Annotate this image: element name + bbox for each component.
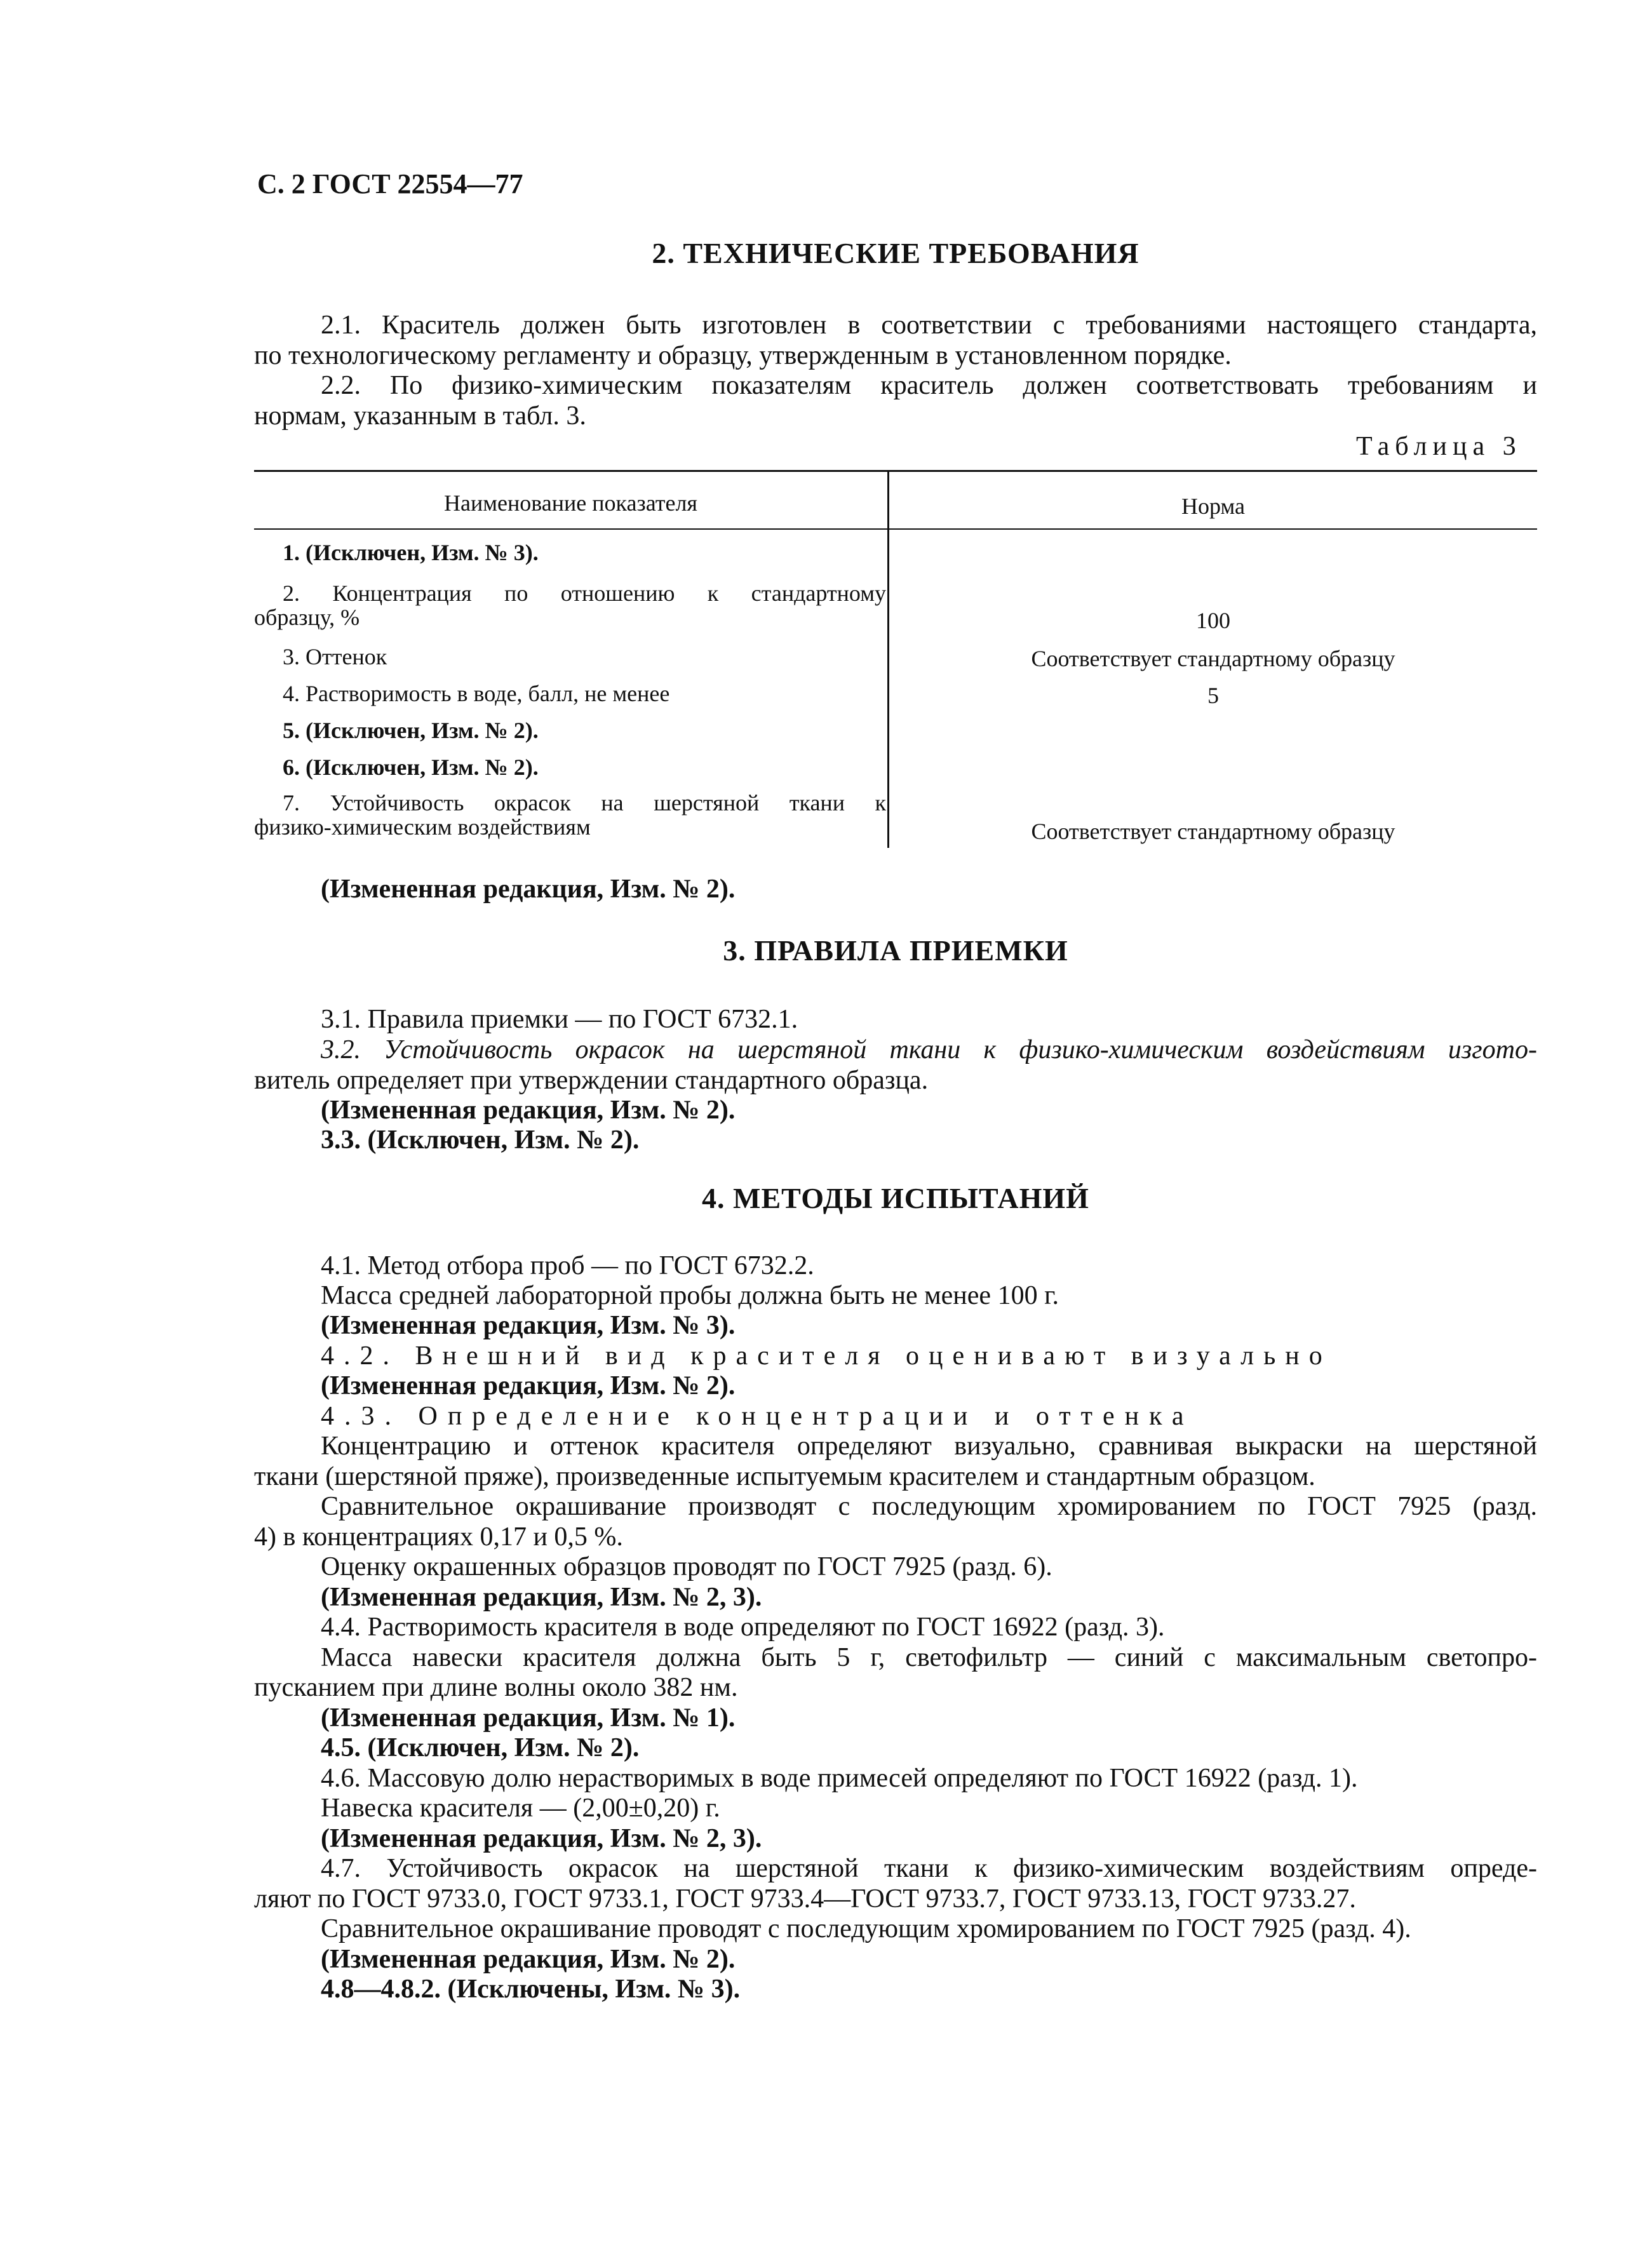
table-row: 5. (Исключен, Изм. № 2). (283, 718, 539, 743)
table-note: (Измененная редакция, Изм. № 2). (321, 875, 736, 904)
section3-title: 3. ПРАВИЛА ПРИЕМКИ (723, 934, 1068, 967)
section3-line: (Измененная редакция, Изм. № 2). (321, 1096, 736, 1125)
table-header-rule (254, 528, 1537, 530)
section3-line: 3.1. Правила приемки — по ГОСТ 6732.1. (321, 1005, 798, 1034)
table-cell-norm: 100 (1196, 608, 1230, 633)
section4-line: 4.6. Массовую долю нерастворимых в воде примесей определяют по ГОСТ 16922 (разд. 1). (321, 1764, 1358, 1793)
section4-line: (Измененная редакция, Изм. № 2). (321, 1945, 736, 1974)
section4-line: Масса навески красителя должна быть 5 г, светофильтр — синий с максимальным светопро- (321, 1643, 1537, 1672)
section4-line: 4.7. Устойчивость окрасок на шерстяной ткани к физико-химическим воздействиям опреде- (321, 1854, 1537, 1883)
section4-line: ляют по ГОСТ 9733.0, ГОСТ 9733.1, ГОСТ 9733.4—ГОСТ 9733.7, ГОСТ 9733.13, ГОСТ 9733.27. (254, 1884, 1356, 1914)
section3-line: 3.2. Устойчивость окрасок на шерстяной ткани к физико-химическим воздействиям изгото- (321, 1035, 1537, 1064)
section4-line: ткани (шерстяной пряже), произведенные испытуемым красителем и стандартным образцом. (254, 1462, 1315, 1491)
section2-p1-line2: по технологическому регламенту и образцу, утвержденным в установленном порядке. (254, 341, 1232, 370)
section4-line: (Измененная редакция, Изм. № 1). (321, 1703, 736, 1733)
section4-line: Концентрацию и оттенок красителя определяют визуально, сравнивая выкраски на шерстяной (321, 1432, 1537, 1461)
section4-line: 4.5. (Исключен, Изм. № 2). (321, 1733, 640, 1762)
section4-line: 4.2. Внешний вид красителя оценивают визуально (321, 1341, 1332, 1371)
table-top-rule (254, 470, 1537, 472)
section4-line: (Измененная редакция, Изм. № 2). (321, 1371, 736, 1400)
table-row: 3. Оттенок (283, 644, 387, 669)
section4-line: Навеска красителя — (2,00±0,20) г. (321, 1794, 720, 1823)
section4-line: Сравнительное окрашивание производят с последующим хромированием по ГОСТ 7925 (разд. (321, 1492, 1537, 1521)
section2-p2-line1: 2.2. По физико-химическим показателям краситель должен соответствовать требованиям и (321, 371, 1537, 400)
section3-line: витель определяет при утверждении стандартного образца. (254, 1066, 929, 1095)
table-row: 4. Растворимость в воде, балл, не менее (283, 681, 670, 706)
section2-p2-line2: нормам, указанным в табл. 3. (254, 401, 586, 431)
section4-line: Оценку окрашенных образцов проводят по ГОСТ 7925 (разд. 6). (321, 1552, 1052, 1581)
table-header-norm: Норма (1181, 493, 1245, 519)
section4-line: 4) в концентрациях 0,17 и 0,5 %. (254, 1522, 623, 1552)
table-row-cont: физико-химическим воздействиям (254, 814, 591, 840)
section4-line: 4.4. Растворимость красителя в воде определяют по ГОСТ 16922 (разд. 3). (321, 1613, 1165, 1642)
section2-title: 2. ТЕХНИЧЕСКИЕ ТРЕБОВАНИЯ (652, 237, 1139, 269)
table-row-cont: образцу, % (254, 605, 360, 630)
section4-line: (Измененная редакция, Изм. № 3). (321, 1311, 736, 1340)
table-row: 7. Устойчивость окрасок на шерстяной ткани к (283, 790, 886, 815)
section2-p1-line1: 2.1. Краситель должен быть изготовлен в соответствии с требованиями настоящего стандарта, (321, 311, 1537, 340)
section4-line: 4.8—4.8.2. (Исключены, Изм. № 3). (321, 1975, 741, 2004)
table-row: 6. (Исключен, Изм. № 2). (283, 755, 539, 780)
table-row: 2. Концентрация по отношению к стандартному (283, 580, 886, 606)
section3-line: 3.3. (Исключен, Изм. № 2). (321, 1125, 640, 1155)
section4-line: 4.3. Определение концентрации и оттенка (321, 1402, 1194, 1431)
table-cell-norm: Соответствует стандартному образцу (1031, 819, 1395, 844)
section4-line: (Измененная редакция, Изм. № 2, 3). (321, 1583, 762, 1612)
section4-line: Сравнительное окрашивание проводят с последующим хромированием по ГОСТ 7925 (разд. 4). (321, 1914, 1411, 1943)
table-caption: Таблица 3 (1356, 432, 1522, 461)
section4-line: 4.1. Метод отбора проб — по ГОСТ 6732.2. (321, 1251, 814, 1280)
section4-title: 4. МЕТОДЫ ИСПЫТАНИЙ (702, 1182, 1089, 1214)
section4-line: (Измененная редакция, Изм. № 2, 3). (321, 1824, 762, 1853)
section4-line: Масса средней лабораторной пробы должна быть не менее 100 г. (321, 1281, 1059, 1310)
table-cell-norm: 5 (1207, 683, 1219, 708)
table-header-name: Наименование показателя (444, 490, 697, 516)
table-row: 1. (Исключен, Изм. № 3). (283, 540, 539, 565)
table-cell-norm: Соответствует стандартному образцу (1031, 646, 1395, 671)
page-header: С. 2 ГОСТ 22554—77 (257, 168, 523, 199)
section4-line: пусканием при длине волны около 382 нм. (254, 1673, 738, 1702)
